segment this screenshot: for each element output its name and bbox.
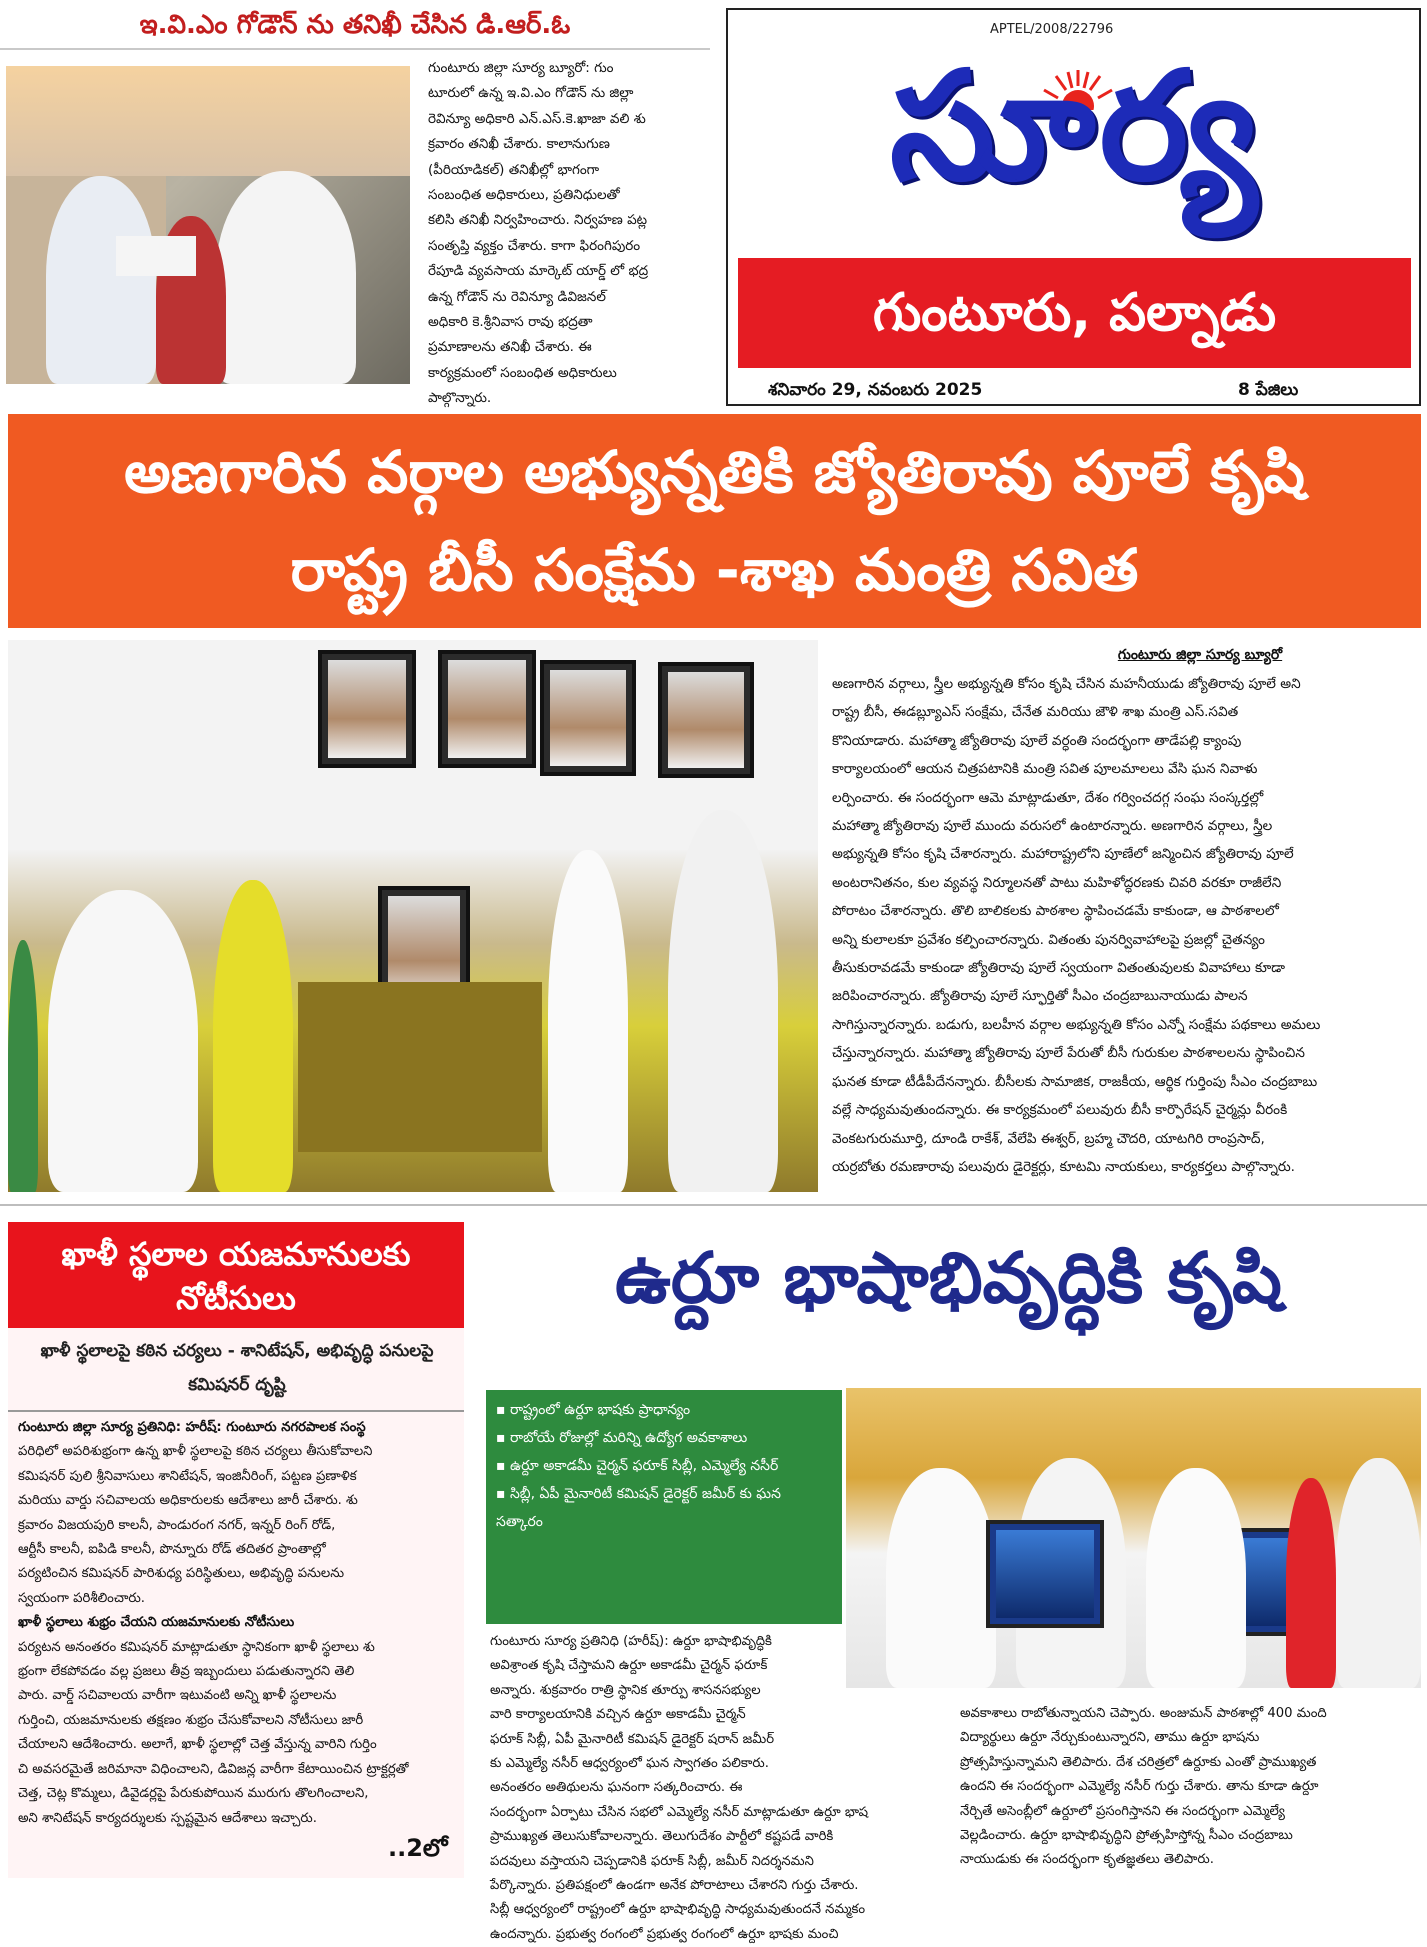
story-line: క్రవారం తనిఖీ చేశారు. కాలానుగుణ bbox=[428, 136, 610, 153]
story-line: అన్నారు. శుక్రవారం రాత్రి స్థానిక తూర్పు శాసనసభ్యుల bbox=[490, 1682, 761, 1698]
story-line: (పీరియాడికల్) తనిఖీల్లో భాగంగా bbox=[428, 161, 600, 178]
story-line: పేర్కొన్నారు. ప్రతిపక్షంలో ఉండగా అనేక పోరాటాలు చేశారని గుర్తు చేశారు. bbox=[490, 1878, 859, 1894]
story-line: కార్యక్రమంలో సంబంధిత అధికారులు bbox=[428, 364, 617, 381]
story-line: నేర్చితే అసెంబ్లీలో ఉర్దూలో ప్రసంగిస్తానని ఈ సందర్భంగా ఎమ్మెల్యే bbox=[960, 1803, 1285, 1819]
story-line: లర్పించారు. ఈ సందర్భంగా ఆమె మాట్లాడుతూ, దేశం గర్వించదగ్గ సంఘ సంస్కర్తల్లో bbox=[832, 789, 1264, 806]
page-count: 8 పేజిలు bbox=[1238, 380, 1299, 400]
story-line: టూరులో ఉన్న ఇ.వి.ఎం గోడౌన్ ను జిల్లా bbox=[428, 85, 634, 102]
highlight-item: ▪ సిబ్లీ, ఏపీ మైనారిటీ కమిషన్ డైరెక్టర్ జమీర్ కు ఘన సత్కారం bbox=[496, 1486, 781, 1530]
story-line: అధికారి కె.శ్రీనివాస రావు భద్రతా bbox=[428, 314, 593, 331]
lead-subheadline: రాష్ట్ర బీసీ సంక్షేమ -శాఖ మంత్రి సవిత bbox=[290, 536, 1139, 604]
story-line: కార్యాలయంలో ఆయన చిత్రపటానికి మంత్రి సవిత పూలమాలలు వేసి ఘన నివాళు bbox=[832, 761, 1258, 778]
story-line: కలిసి తనిఖీ నిర్వహించారు. నిర్వహణ పట్ల bbox=[428, 212, 648, 229]
highlight-item: ▪ ఉర్దూ అకాడమీ చైర్మన్ ఫరూక్ సిబ్లీ, ఎమ్మెల్యే నసీర్ bbox=[496, 1458, 779, 1474]
story-line: చి అవసరమైతే జరిమానా విధించాలని, డివిజన్ల వారీగా కేటాయించిన ట్రాక్టర్లతో bbox=[18, 1761, 409, 1777]
story-line: మహాత్మా జ్యోతిరావు పూలే ముందు వరుసలో ఉంటారన్నారు. అణగారిన వర్గాలు, స్త్రీల bbox=[832, 818, 1273, 835]
story-line: పోరాటం చేశారన్నారు. తొలి బాలికలకు పాఠశాల స్థాపించడమే కాకుండా, ఆ పాఠశాలలో bbox=[832, 903, 1279, 920]
vacant-plots-story bbox=[8, 1222, 464, 1878]
story-line: రేపూడి వ్యవసాయ మార్కెట్ యార్డ్ లో భద్ర bbox=[428, 263, 649, 280]
highlights-box bbox=[486, 1390, 842, 1624]
newspaper-logo: సూర్య bbox=[889, 40, 1262, 214]
story-line: సిబ్లీ ఆధ్వర్యంలో రాష్ట్రంలో ఉర్దూ భాషాభివృద్ధి సాధ్యమవుతుందనే నమ్మకం bbox=[490, 1902, 866, 1918]
continued-marker: ..2లో bbox=[388, 1834, 448, 1862]
story-line: గుంటూరు సూర్య ప్రతినిధి (హరీష్): ఉర్దూ భాషాభివృద్ధికి bbox=[490, 1634, 772, 1649]
story-line: అంటరానితనం, కుల వ్యవస్థ నిర్మూలనతో పాటు మహిళోద్ధరణకు చివరి వరకూ రాజీలేని bbox=[832, 874, 1282, 891]
story-line: అణగారిన వర్గాలు, స్త్రీల అభ్యున్నతి కోసం కృషి చేసిన మహనీయుడు జ్యోతిరావు పూలే అని bbox=[832, 676, 1301, 692]
lead-story-body bbox=[832, 640, 1418, 1200]
story-line: యర్రబోతు రమణారావు పలువురు డైరెక్టర్లు, కూటమి నాయకులు, కార్యకర్తలు పాల్గొన్నారు. bbox=[832, 1158, 1295, 1175]
story-line: ఫరూక్ సిబ్లీ, ఏపీ మైనారిటీ కమిషన్ డైరెక్టర్ షరాన్ జమీర్ bbox=[490, 1731, 775, 1747]
story-line: పదవులు వస్తాయని చెప్పడానికి ఫరూక్ సిబ్లీ, జమీర్ నిదర్శనమని bbox=[490, 1853, 814, 1869]
divider bbox=[0, 48, 710, 50]
phule-tribute-photo bbox=[8, 640, 818, 1192]
story-line: వెల్లడించారు. ఉర్దూ భాషాభివృద్ధిని ప్రోత్సహిస్తోన్న సీఎం చంద్రబాబు bbox=[960, 1828, 1293, 1844]
edition-name: గుంటూరు, పల్నాడు bbox=[872, 283, 1277, 343]
story-line: కమిషనర్ పులి శ్రీనివాసులు శానిటేషన్, ఇంజినీరింగ్, పట్టణ ప్రణాళిక bbox=[18, 1468, 357, 1484]
story-line: వల్లే సాధ్యమవుతుందన్నారు. ఈ కార్యక్రమంలో పలువురు బీసీ కార్పొరేషన్ చైర్మన్లు వీరంకి bbox=[832, 1102, 1288, 1119]
lead-headline: అణగారిన వర్గాల అభ్యున్నతికి జ్యోతిరావు పూలే కృషి bbox=[124, 438, 1305, 506]
story-line: ఉందని ఈ సందర్భంగా ఎమ్మెల్యే నసీర్ గుర్తు చేశారు. తాను కూడా ఉర్దూ bbox=[960, 1779, 1319, 1795]
story-line: విద్యార్థులు ఉర్దూ నేర్చుకుంటున్నారని, తాము ఉర్దూ భాషను bbox=[960, 1730, 1260, 1746]
story-line: సంబంధిత అధికారులు, ప్రతినిధులతో bbox=[428, 187, 620, 204]
story-line: అనంతరం అతిథులను ఘనంగా సత్కరించారు. ఈ bbox=[490, 1780, 743, 1796]
story-line: చేయాలని ఆదేశించారు. అలాగే, ఖాళీ స్థలాల్లో చెత్త వేస్తున్న వారిని గుర్తిం bbox=[18, 1737, 377, 1753]
story-headline-box bbox=[8, 1222, 464, 1328]
story-line: అభ్యున్నతి కోసం కృషి చేశారన్నారు. మహారాష్ట్రలోని పూణేలో జన్మించిన జ్యోతిరావు పూలే bbox=[832, 846, 1294, 863]
story-line: ప్రాముఖ్యత తెలుసుకోవాలన్నారు. తెలుగుదేశం పార్టీలో కష్టపడే వారికి bbox=[490, 1829, 834, 1845]
story-line: కొనియాడారు. మహాత్మా జ్యోతిరావు పూలే వర్ధంతి సందర్భంగా తాడేపల్లి క్యాంపు bbox=[832, 732, 1242, 749]
lead-headline-banner bbox=[8, 414, 1421, 628]
story-line: ఆర్టీసీ కాలనీ, ఐపిడి కాలనీ, పొన్నూరు రోడ్ తదితర ప్రాంతాల్లో bbox=[18, 1542, 326, 1558]
story-line: సంతృప్తి వ్యక్తం చేశారు. కాగా ఫిరంగిపురం bbox=[428, 237, 641, 254]
story-line: జరిపించారన్నారు. జ్యోతిరావు పూలే స్ఫూర్తితో సీఎం చంద్రబాబునాయుడు పాలన bbox=[832, 988, 1248, 1005]
story-line: ప్రోత్సహిస్తున్నామని తెలిపారు. దేశ చరిత్రలో ఉర్దూకు ఎంతో ప్రాముఖ్యత bbox=[960, 1754, 1317, 1770]
urdu-story bbox=[476, 1212, 1421, 1942]
story-line: క్రవారం విజయపురి కాలనీ, పాండురంగ నగర్, ఇన్నర్ రింగ్ రోడ్, bbox=[18, 1517, 336, 1533]
story-line: భ్రంగా లేకపోవడం వల్ల ప్రజలు తీవ్ర ఇబ్బందులు పడుతున్నారని తెలి bbox=[18, 1664, 355, 1680]
story-line: ప్రమాణాలను తనిఖీ చేశారు. ఈ bbox=[428, 339, 592, 356]
story-line: మరియు వార్డు సచివాలయ అధికారులకు ఆదేశాలు జారీ చేశారు. శు bbox=[18, 1493, 358, 1509]
story-line: చెత్త, చెట్ల కొమ్మలు, డివైడర్లపై పేరుకుపోయిన మురుగు తొలగించాలని, bbox=[18, 1786, 369, 1802]
highlight-item: ▪ రాబోయే రోజుల్లో మరిన్ని ఉద్యోగ అవకాశాలు bbox=[496, 1430, 748, 1446]
story-line: వారి కార్యాలయానికి వచ్చిన ఉర్దూ అకాడమీ చైర్మన్ bbox=[490, 1707, 746, 1723]
issue-date: శనివారం 29, నవంబరు 2025 bbox=[768, 380, 983, 400]
story-line: ఘనత కూడా టీడీపీదేనన్నారు. బీసీలకు సామాజిక, రాజకీయ, ఆర్థిక గుర్తింపు సీఎం చంద్రబాబు bbox=[832, 1073, 1318, 1090]
story-line: సాగిస్తున్నారన్నారు. బడుగు, బలహీన వర్గాల అభ్యున్నతి కోసం ఎన్నో సంక్షేమ పథకాలు అమలు bbox=[832, 1016, 1321, 1033]
story-line: ఉందన్నారు. ప్రభుత్వ రంగంలో ప్రభుత్వ రంగంలో ఉర్దూ భాషకు మంచి bbox=[490, 1926, 839, 1942]
story-line: నాయుడుకు ఈ సందర్భంగా కృతజ్ఞతలు తెలిపారు. bbox=[960, 1852, 1214, 1868]
story-body bbox=[428, 56, 706, 412]
story-line: స్వయంగా పరిశీలించారు. bbox=[18, 1590, 145, 1606]
masthead bbox=[726, 8, 1421, 406]
story-line: గుర్తించి, యజమానులకు తక్షణం శుభ్రం చేసుకోవాలని నోటీసులు జారీ bbox=[18, 1712, 364, 1728]
lead-byline: గుంటూరు జిల్లా సూర్య బ్యూరో bbox=[1117, 647, 1283, 663]
story-line: సందర్భంగా ఏర్పాటు చేసిన సభలో ఎమ్మెల్యే నసీర్ మాట్లాడుతూ ఉర్దూ భాష bbox=[490, 1804, 869, 1820]
story-line: పాల్గొన్నారు. bbox=[428, 390, 492, 407]
story-line: గుంటూరు జిల్లా సూర్య బ్యూరో: గుం bbox=[428, 60, 614, 76]
story-line: వెంకటగురుమూర్తి, దూండి రాకేశ్, వేలేపి ఈశ్వర్, బ్రహ్మ చౌదరి, యాటగిరి రాంప్రసాద్, bbox=[832, 1130, 1265, 1147]
story-headline: ఖాళీ స్థలాల యజమానులకు నోటీసులు bbox=[61, 1235, 411, 1317]
story-subhead: ఖాళీ స్థలాలపై కఠిన చర్యలు - శానిటేషన్, అభివృద్ధి పనులపై కమిషనర్ దృష్టి bbox=[40, 1341, 434, 1395]
highlight-item: ▪ రాష్ట్రంలో ఉర్దూ భాషకు ప్రాధాన్యం bbox=[496, 1402, 691, 1418]
divider bbox=[8, 1410, 464, 1412]
story-line: గుంటూరు జిల్లా సూర్య ప్రతినిధి: హరీష్: గుంటూరు నగరపాలక సంస్థ bbox=[18, 1420, 366, 1435]
story-line: ఉన్న గోడౌన్ ను రెవిన్యూ డివిజనల్ bbox=[428, 288, 606, 305]
edition-banner bbox=[738, 258, 1411, 368]
story-headline: ఇ.వి.ఎం గోడౌన్ ను తనిఖీ చేసిన డి.ఆర్.ఓ bbox=[139, 10, 571, 40]
story-subheading: ఖాళీ స్థలాలు శుభ్రం చేయని యజమానులకు నోటీసులు bbox=[18, 1615, 295, 1631]
story-line: పరిధిలో అపరిశుభ్రంగా ఉన్న ఖాళీ స్థలాలపై కఠిన చర్యలు తీసుకోవాలని bbox=[18, 1444, 373, 1460]
story-line: రెవిన్యూ అధికారి ఎన్.ఎస్.కె.ఖాజా వలి శు bbox=[428, 110, 646, 127]
story-line: చేస్తున్నారన్నారు. మహాత్మా జ్యోతిరావు పూలే పేరుతో బీసీ గురుకుల పాఠశాలలను స్థాపించిన bbox=[832, 1045, 1305, 1062]
story-line: రాష్ట్ర బీసీ, ఈడబ్ల్యూఎస్ సంక్షేమ, చేనేత మరియు జౌళి శాఖ మంత్రి ఎస్.సవిత bbox=[832, 704, 1239, 721]
registration-number: APTEL/2008/22796 bbox=[990, 22, 1114, 37]
section-divider bbox=[0, 1204, 1427, 1206]
story-line: పర్యటన అనంతరం కమిషనర్ మాట్లాడుతూ స్థానికంగా ఖాళీ స్థలాలు శు bbox=[18, 1639, 375, 1655]
story-line: అని శానిటేషన్ కార్యదర్శులకు స్పష్టమైన ఆదేశాలు ఇచ్చారు. bbox=[18, 1810, 317, 1826]
story-line: పారు. వార్డ్ సచివాలయ వారీగా ఇటువంటి అన్ని ఖాళీ స్థలాలను bbox=[18, 1688, 337, 1704]
story-line: పర్యటించిన కమిషనర్ పారిశుధ్య పరిస్థితులు, అభివృద్ధి పనులను bbox=[18, 1566, 345, 1582]
top-left-story bbox=[0, 0, 710, 407]
evm-godown-photo bbox=[6, 66, 410, 384]
story-line: అవకాశాలు రాబోతున్నాయని చెప్పారు. అంజుమన్ పాఠశాల్లో 400 మంది bbox=[960, 1706, 1327, 1721]
story-line: కు ఎమ్మెల్యే నసీర్ ఆధ్వర్యంలో ఘన స్వాగతం పలికారు. bbox=[490, 1756, 769, 1772]
story-headline: ఉర్దూ భాషాభివృద్ధికి కృషి bbox=[615, 1237, 1282, 1319]
story-line: తీసుకురావడమే కాకుండా జ్యోతిరావు పూలే స్వయంగా వితంతువులకు వివాహాలు కూడా bbox=[832, 960, 1286, 977]
story-line: అవిశ్రాంత కృషి చేస్తామని ఉర్దూ అకాడమీ చైర్మన్ ఫరూక్ bbox=[490, 1658, 768, 1674]
story-line: అన్ని కులాలకూ ప్రవేశం కల్పించారన్నారు. వితంతు పునర్వివాహాలపై ప్రజల్లో చైతన్యం bbox=[832, 931, 1265, 948]
